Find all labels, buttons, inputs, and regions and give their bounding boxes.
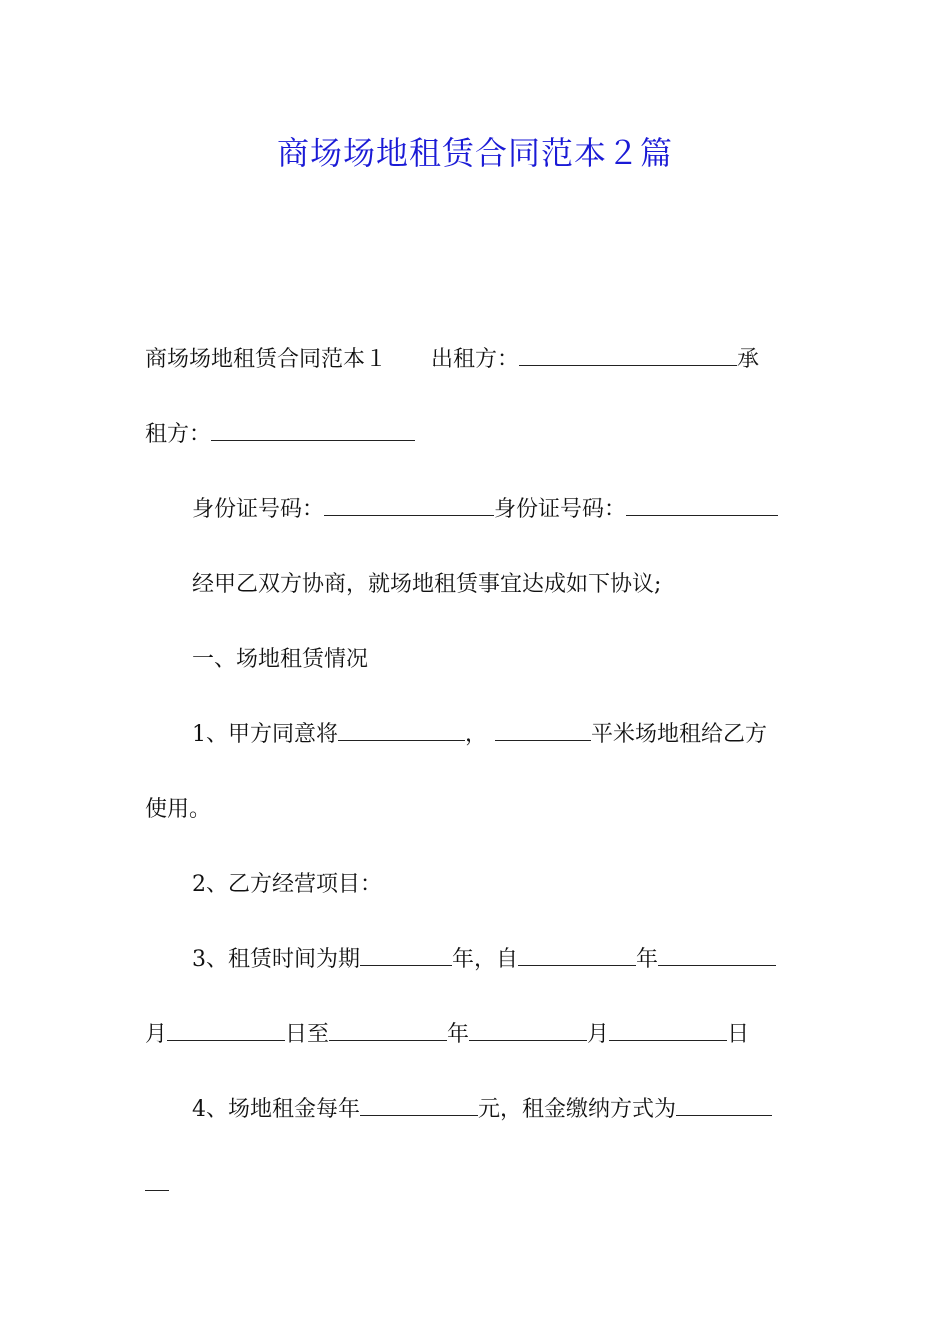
clause-1-continued: [145, 795, 211, 825]
id-number-label-b: 身份证号码：: [494, 497, 627, 522]
clause-3-day-to-label: 日至: [285, 1022, 330, 1047]
payment-method-blank: [676, 1095, 772, 1116]
lessor-label: 出租方：: [431, 347, 520, 372]
agreement-intro-text: 经甲乙双方协商，就场地租赁事宜达成如下协议;: [192, 572, 662, 597]
clause-1-text-b: 平米场地租给乙方: [591, 722, 768, 747]
clause-3-text-c: 年: [636, 947, 659, 972]
id-number-blank-b: [626, 495, 778, 516]
end-day-blank: [609, 1020, 727, 1041]
lessee-label-start: 承: [737, 347, 760, 372]
document-title: 商场场地租赁合同范本２篇: [276, 134, 673, 172]
clause-1: [192, 720, 767, 750]
start-month-blank: [658, 945, 776, 966]
clause-3: [192, 945, 776, 975]
section-heading-text: 一、场地租赁情况: [192, 647, 369, 672]
clause-3-text-b: 年，自: [452, 947, 519, 972]
clause-4: [192, 1095, 772, 1125]
section-heading-1: [192, 645, 368, 675]
id-number-label-a: 身份证号码：: [192, 497, 325, 522]
lease-term-blank: [360, 945, 452, 966]
lessee-blank: [211, 420, 415, 441]
clause-1-comma: ，: [465, 722, 488, 747]
lessee-label-end: 租方：: [145, 422, 212, 447]
end-year-blank: [329, 1020, 447, 1041]
clause-1-text-c: 使用。: [145, 797, 212, 822]
clause-4-text-b: 元，租金缴纳方式为: [478, 1097, 677, 1122]
clause-2-text: 2、乙方经营项目：: [192, 872, 382, 897]
clause-3-text-a: 3、租赁时间为期: [192, 947, 360, 972]
id-number-blank-a: [324, 495, 494, 516]
start-year-blank: [518, 945, 636, 966]
line-lessor: [145, 345, 759, 375]
annual-rent-blank: [360, 1095, 478, 1116]
line-id-numbers: [192, 495, 778, 525]
clause-3-end-day-label: 日: [727, 1022, 750, 1047]
site-location-blank: [338, 720, 465, 741]
clause-3-month-label: 月: [145, 1022, 168, 1047]
line-agreement-intro: [192, 570, 661, 600]
lessor-blank: [519, 345, 737, 366]
start-day-blank: [167, 1020, 285, 1041]
payment-method-blank-continued: [145, 1170, 169, 1191]
clause-2: [192, 870, 382, 900]
contract-heading-1: 商场场地租赁合同范本１: [145, 347, 388, 372]
clause-4-continued: [145, 1170, 169, 1200]
site-area-blank: [495, 720, 591, 741]
clause-3-continued: [145, 1020, 749, 1050]
clause-4-text-a: 4、场地租金每年: [192, 1097, 360, 1122]
clause-3-end-year-label: 年: [447, 1022, 470, 1047]
clause-3-end-month-label: 月: [587, 1022, 610, 1047]
clause-1-text-a: 1、甲方同意将: [192, 722, 338, 747]
line-lessee: [145, 420, 415, 450]
end-month-blank: [469, 1020, 587, 1041]
